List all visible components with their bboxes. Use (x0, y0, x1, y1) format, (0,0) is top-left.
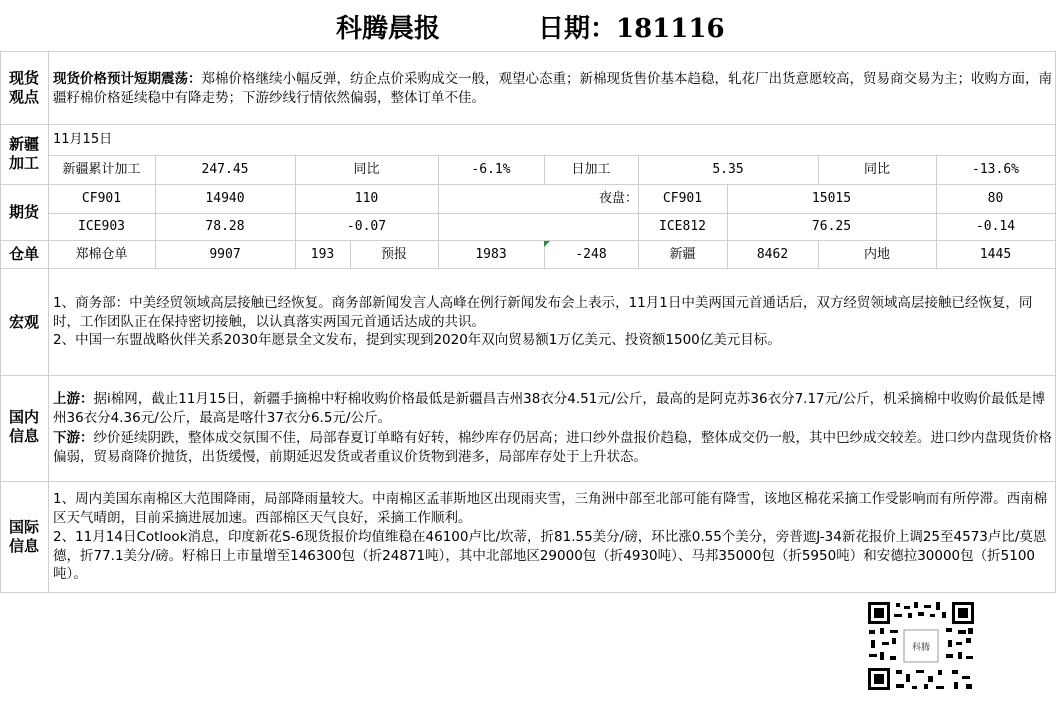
cf901-price: 14940 (205, 191, 245, 206)
ice903-price: 78.28 (205, 219, 245, 234)
zce-receipt-change: 193 (310, 247, 335, 262)
zce-receipt-value: 9907 (209, 247, 241, 262)
spot-text: 郑棉价格继续小幅反弹，纺企点价采购成交一般，观望心态重；新棉现货售价基本趋稳，轧花厂出货意愿较高，贸易商交易为主；收购方面，南疆籽棉价格延续稳中有降走势；下游纱线行情依然偏弱，整体订单不佳。 (53, 71, 1052, 106)
night-cf901-change: 80 (987, 191, 1004, 206)
ice812-contract: ICE812 (659, 219, 706, 234)
spot-headline: 现货价格预计短期震荡： (53, 71, 202, 87)
downstream-text: 纱价延续阴跌，整体成交氛围不佳，局部春夏订单略有好转，棉纱库存仍居高；进口纱外盘报价趋稳，整体成交仍一般，其中巴纱成交较差。进口纱内盘现货价格偏弱，贸易商降价抛货，出货缓慢，前期延迟发货或者重议价货物到港多，局部库存处于上升状态。 (53, 430, 1052, 465)
warehouse-label: 仓单 (8, 245, 39, 263)
night-cf901-price: 15015 (811, 191, 852, 206)
xinjiang-receipt-value: 8462 (756, 247, 789, 262)
xinjiang-label: 新疆 加工 (8, 135, 39, 172)
inland-receipt-value: 1445 (979, 247, 1012, 262)
xj-yoy-label: 同比 (353, 162, 380, 177)
xj-cum-value: 247.45 (201, 162, 249, 177)
upstream-label: 上游： (53, 391, 94, 407)
macro-label: 宏观 (8, 313, 39, 331)
xinjiang-receipt-label: 新疆 (669, 247, 696, 262)
xj-daily-value: 5.35 (712, 162, 744, 177)
qr-logo-text: 科腾 (911, 643, 931, 653)
domestic-downstream (53, 429, 1053, 466)
ice903-change: -0.07 (346, 219, 387, 234)
upstream-text: 据i棉网，截止11月15日，新疆手摘棉中籽棉收购价格最低是新疆昌吉州38衣分4.51元/公斤，最高的是阿克苏36衣分7.17元/公斤，机采摘棉中收购价最低是博州36衣分4.36元/公斤，最高是喀什37衣分6.5元/公斤。 (53, 391, 1046, 426)
domestic-label: 国内 信息 (8, 408, 39, 445)
inland-receipt-label: 内地 (863, 247, 890, 262)
ice812-change: -0.14 (975, 219, 1016, 234)
xinjiang-date: 11月15日 (53, 132, 113, 147)
report-header (0, 8, 1056, 44)
domestic-upstream (53, 390, 1053, 427)
qr-code-image (866, 600, 976, 692)
xj-yoy-value: -6.1% (471, 162, 511, 177)
cf901-contract: CF901 (81, 191, 122, 206)
ice903-contract: ICE903 (78, 219, 125, 234)
international-label: 国际 信息 (8, 518, 39, 555)
xj-daily-label: 日加工 (571, 162, 611, 177)
night-cf901-contract: CF901 (662, 191, 703, 206)
futures-label: 期货 (8, 203, 39, 221)
macro-item-2: 2、中国一东盟战略伙伴关系2030年愿景全文发布，提到实现到2020年双向贸易额1万亿美元、投资额1500亿美元目标。 (53, 332, 781, 348)
report-date: 日期：181116 (538, 14, 725, 44)
report-title: 科腾晨报 (336, 14, 441, 44)
cf901-change: 110 (354, 191, 379, 206)
xj-daily-yoy-value: -13.6% (972, 162, 1019, 177)
intl-item-1: 1、周内美国东南棉区大范围降雨，局部降雨量较大。中南棉区孟菲斯地区出现雨夹雪，三角洲中部至北部可能有降雪，该地区棉花采摘工作受影响而有所停滞。西南棉区天气晴朗，目前采摘进展加速。西部棉区天气良好，采摘工作顺利。 (53, 491, 1048, 526)
spot-label: 现货 观点 (8, 69, 39, 106)
night-session-label: 夜盘： (598, 191, 638, 206)
xj-daily-yoy-label: 同比 (863, 162, 890, 177)
forecast-value: 1983 (475, 247, 507, 262)
forecast-label: 预报 (380, 247, 407, 262)
intl-item-2: 2、11月14日Cotlook消息，印度新花S-6现货报价均值维稳在46100卢比/坎蒂，折81.55美分/磅，环比涨0.55个美分，旁普遮J-34新花报价上调25至4573卢比/莫恩德，折77.1美分/磅。籽棉日上市量增至146300包（折24871吨），其中北部地区29000包（折4930吨）、马邦35000包（折5950吨）和安德拉30000包（折5100吨）。 (53, 529, 1047, 582)
xj-cum-label: 新疆累计加工 (62, 162, 141, 177)
macro-item-1: 1、商务部：中美经贸领域高层接触已经恢复。商务部新闻发言人高峰在例行新闻发布会上表示，11月1日中美两国元首通话后，双方经贸领域高层接触已经恢复，同时，工作团队正在保持密切接触，以认真落实两国元首通话达成的共识。 (53, 295, 1033, 330)
spot-paragraph (53, 70, 1053, 107)
zce-receipt-label: 郑棉仓单 (75, 247, 128, 262)
downstream-label: 下游： (53, 430, 94, 446)
ice812-price: 76.25 (811, 219, 852, 234)
forecast-change: -248 (575, 247, 607, 262)
